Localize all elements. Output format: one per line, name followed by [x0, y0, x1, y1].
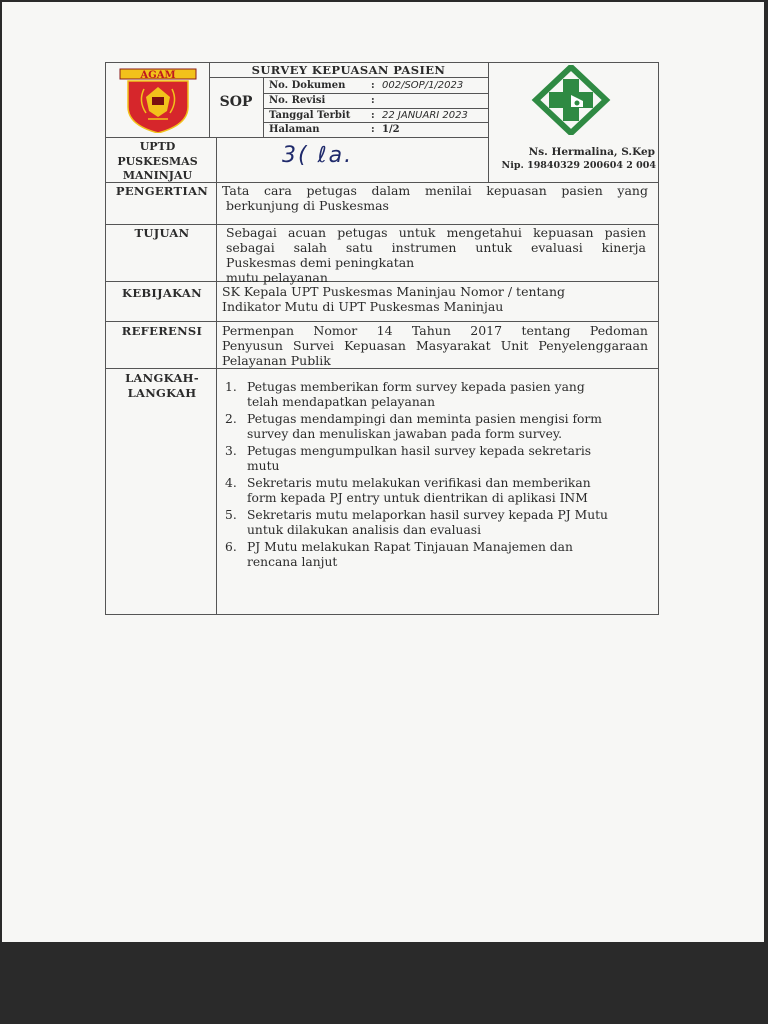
meta-value: 1/2 — [382, 124, 400, 135]
step-line: telah mendapatkan pelayanan — [247, 395, 435, 409]
steps-list — [222, 380, 652, 572]
text-line: Penyusun Survei Kepuasan Masyarakat Unit Penyelenggaraan — [222, 338, 648, 353]
unit-name — [106, 140, 209, 184]
meta-colon: : — [371, 95, 375, 106]
unit-line: MANINJAU — [122, 169, 193, 182]
list-item — [222, 508, 652, 538]
meta-no-dokumen — [263, 78, 489, 93]
step-line: mutu — [247, 459, 280, 473]
label-langkah — [106, 371, 218, 401]
list-item — [222, 476, 652, 506]
logo-text: AGAM — [140, 70, 176, 81]
label-kebijakan: KEBIJAKAN — [122, 286, 202, 300]
meta-value: 002/SOP/1/2023 — [382, 80, 464, 91]
meta-tanggal-terbit — [263, 108, 489, 123]
meta-colon: : — [371, 124, 375, 135]
label-line: LANGKAH- — [125, 371, 199, 385]
step-number: 3. — [225, 444, 237, 458]
step-line: untuk dilakukan analisis dan evaluasi — [247, 523, 482, 537]
label-referensi: REFERENSI — [121, 324, 203, 338]
list-item — [222, 412, 652, 442]
step-number: 4. — [225, 476, 237, 490]
step-number: 1. — [225, 380, 237, 394]
text-line: Indikator Mutu di UPT Puskesmas Maninjau — [222, 299, 504, 314]
text-line: mutu pelayanan — [226, 270, 328, 285]
step-line: Petugas mengumpulkan hasil survey kepada sekretaris — [247, 444, 592, 458]
agam-logo — [116, 67, 200, 133]
text-line: Puskesmas demi peningkatan — [226, 255, 415, 270]
puskesmas-logo — [531, 65, 611, 135]
meta-key: Tanggal Terbit — [269, 110, 351, 121]
text-line: sebagai salah satu instrumen untuk evaluasi kinerja — [226, 240, 646, 255]
step-line: Petugas memberikan form survey kepada pasien yang — [247, 380, 585, 394]
step-line: Petugas mendampingi dan meminta pasien mengisi form — [247, 412, 602, 426]
step-number: 6. — [225, 540, 237, 554]
meta-key: No. Revisi — [269, 95, 326, 106]
text-line: Pelayanan Publik — [222, 353, 331, 368]
content-tujuan — [226, 225, 646, 285]
unit-line: UPTD — [139, 140, 176, 153]
list-item — [222, 540, 652, 570]
text-line: berkunjung di Puskesmas — [226, 198, 389, 213]
label-pengertian: PENGERTIAN — [115, 184, 209, 198]
content-pengertian — [222, 183, 648, 213]
step-number: 5. — [225, 508, 237, 522]
text-line: Permenpan Nomor 14 Tahun 2017 tentang Pedoman — [222, 323, 648, 338]
text-line: Tata cara petugas dalam menilai kepuasan pasien yang — [222, 183, 648, 198]
label-tujuan: TUJUAN — [134, 226, 190, 240]
content-referensi — [222, 323, 648, 368]
list-item — [222, 444, 652, 474]
meta-value: 22 JANUARI 2023 — [382, 110, 468, 121]
document-title: SURVEY KEPUASAN PASIEN — [251, 63, 446, 77]
signature: 3( ℓa. — [282, 143, 354, 168]
signer-name: Ns. Hermalina, S.Kep — [528, 146, 655, 158]
list-item — [222, 380, 652, 410]
step-line: rencana lanjut — [247, 555, 338, 569]
meta-key: Halaman — [269, 124, 320, 135]
step-line: Sekretaris mutu melakukan verifikasi dan memberikan — [247, 476, 591, 490]
label-line: LANGKAH — [127, 386, 197, 400]
step-line: Sekretaris mutu melaporkan hasil survey kepada PJ Mutu — [247, 508, 608, 522]
sop-label: SOP — [219, 94, 253, 110]
step-line: form kepada PJ entry untuk dientrikan di aplikasi INM — [247, 491, 588, 505]
signer-nip: Nip. 19840329 200604 2 004 — [501, 160, 656, 171]
meta-colon: : — [371, 110, 375, 121]
meta-colon: : — [371, 80, 375, 91]
meta-halaman — [263, 122, 489, 137]
meta-no-revisi — [263, 93, 489, 108]
meta-key: No. Dokumen — [269, 80, 346, 91]
text-line: Sebagai acuan petugas untuk mengetahui kepuasan pasien — [226, 225, 646, 240]
document-page — [2, 2, 764, 942]
text-line: SK Kepala UPT Puskesmas Maninjau Nomor / tentang — [222, 284, 566, 299]
step-number: 2. — [225, 412, 237, 426]
step-line: survey dan menuliskan jawaban pada form survey. — [247, 427, 563, 441]
step-line: PJ Mutu melakukan Rapat Tinjauan Manajemen dan — [247, 540, 573, 554]
content-kebijakan — [222, 284, 648, 314]
sop-table — [105, 62, 659, 615]
unit-line: PUSKESMAS — [117, 154, 198, 168]
